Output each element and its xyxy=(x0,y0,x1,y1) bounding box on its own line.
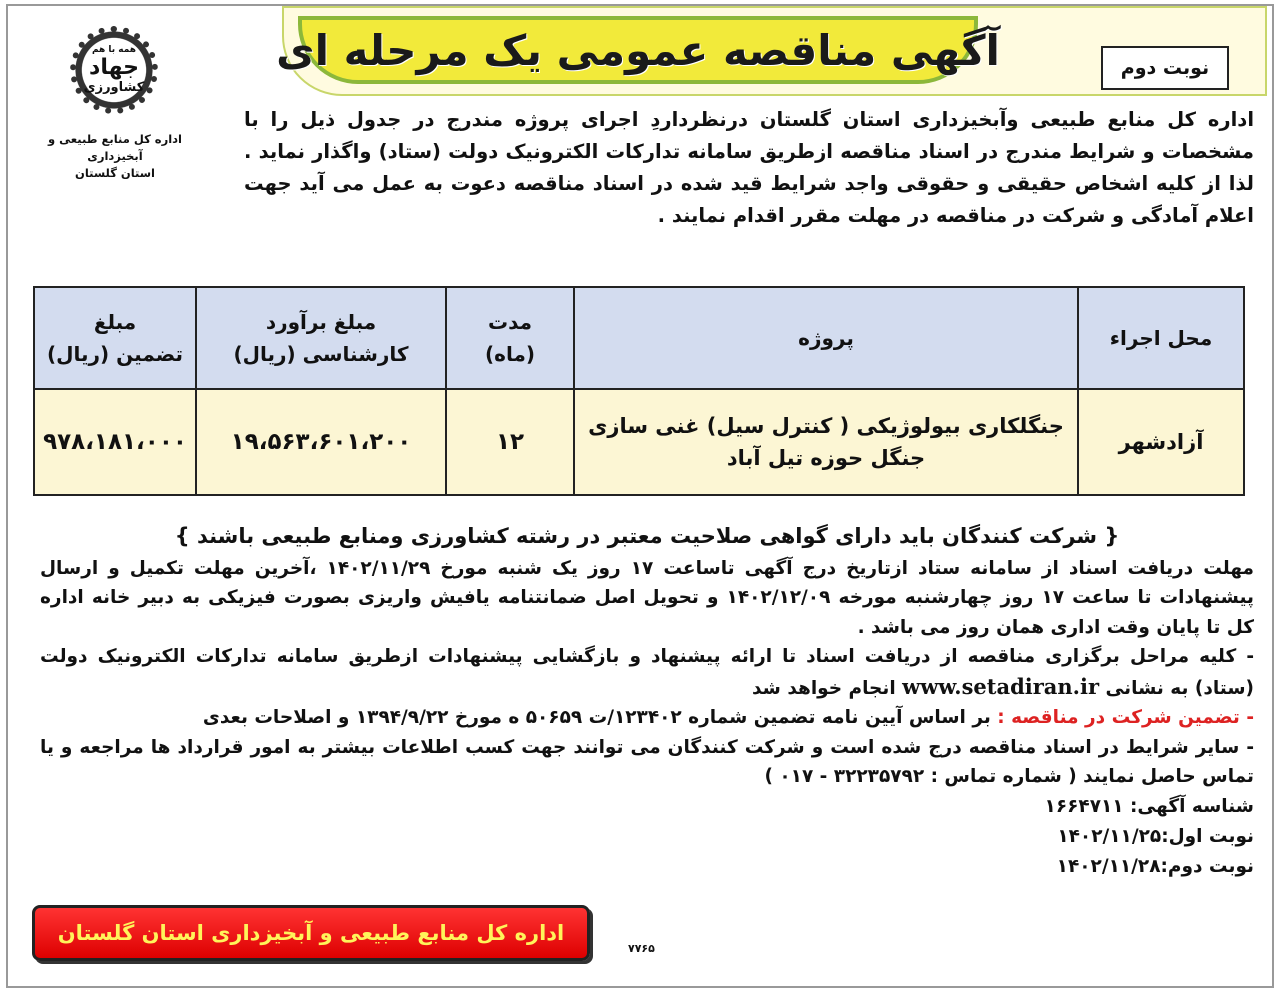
org-caption xyxy=(22,131,208,182)
eligibility-headline: { شرکت کنندگان باید دارای گواهی صلاحیت معتبر در رشته کشاورزی ومنابع طبیعی باشند } xyxy=(174,524,1120,548)
intro-text: اداره کل منابع طبیعی وآبخیزداری استان گلستان درنظرداردِ اجرای پروژه مندرج در جدول ذیل را با مشخصات و شرایط مندرج در اسناد مناقصه ازطریق سامانه تدارکات الکترونیک دولت (ستاد) واگذار نماید . لذا از کلیه اشخاص حقیقی و حقوقی واجد شرایط قید شده در اسناد مناقصه دعوت به عمل می آید جهت اعلام آمادگی و شرکت در مناقصه در مهلت مقرر اقدام نمایند . xyxy=(244,108,1254,227)
guarantee-text: بر اساس آیین نامه تضمین شماره ۱۲۳۴۰۲/ت ۵۰۶۵۹ ه مورخ ۱۳۹۴/۹/۲۲ و اصلاحات بعدی xyxy=(202,707,991,728)
turn-label: نوبت دوم xyxy=(1120,57,1210,79)
print-code: ۷۷۶۵ xyxy=(628,942,655,955)
th-project: پروژه xyxy=(574,287,1078,389)
guarantee-label: - تضمین شرکت در مناقصه : xyxy=(997,707,1254,728)
title-ribbon xyxy=(276,16,1000,84)
first-turn-date: نوبت اول:۱۴۰۲/۱۱/۲۵ xyxy=(1057,825,1254,847)
jahad-logo xyxy=(64,20,164,120)
intro-paragraph xyxy=(244,104,1254,232)
logo-sub-text: کشاورزی xyxy=(83,80,145,95)
body-text xyxy=(40,522,1254,882)
other-conditions-paragraph: - سایر شرایط در اسناد مناقصه درج شده است و شرکت کنندگان می توانند جهت کسب اطلاعات بیشتر به امور قرارداد ها مراجعه و یا تماس حاصل نمایند ( شماره تماس : ۳۲۲۳۵۷۹۲ - ۰۱۷ ) xyxy=(40,736,1254,787)
cell-duration: ۱۲ xyxy=(446,389,574,495)
second-turn-date: نوبت دوم:۱۴۰۲/۱۱/۲۸ xyxy=(1056,855,1254,877)
org-caption-line2: استان گلستان xyxy=(75,166,155,180)
logo-word: جهاد xyxy=(89,55,139,80)
project-table xyxy=(33,286,1245,496)
setadiran-link[interactable]: www.setadiran.ir xyxy=(902,673,1100,699)
org-caption-line1: اداره کل منابع طبیعی و آبخیزداری xyxy=(48,132,182,163)
guarantee-paragraph xyxy=(40,703,1254,733)
footer-org-banner xyxy=(32,905,590,961)
th-duration: مدت (ماه) xyxy=(446,287,574,389)
deadline-paragraph: مهلت دریافت اسناد از سامانه ستاد ازتاریخ درج آگهی تاساعت ۱۷ روز یک شنبه مورخ ۱۴۰۲/۱۱/۲۹ ،آخرین مهلت تکمیل و ارسال پیشنهادات تا ساعت ۱۷ روز چهارشنبه مورخه ۱۴۰۲/۱۲/۰۹ و تحویل اصل ضمانتنامه یافیش واریزی بصورت فیزیکی به دبیر خانه اداره کل تا پایان وقت اداری همان روز می باشد . xyxy=(40,557,1254,638)
th-estimate: مبلغ برآورد کارشناسی (ریال) xyxy=(196,287,446,389)
cell-estimate: ۱۹،۵۶۳،۶۰۱،۲۰۰ xyxy=(196,389,446,495)
table-header-row xyxy=(34,287,1244,389)
cell-guarantee: ۹۷۸،۱۸۱،۰۰۰ xyxy=(34,389,196,495)
table-row xyxy=(34,389,1244,495)
footer-org-text: اداره کل منابع طبیعی و آبخیزداری استان گلستان xyxy=(57,921,565,945)
ad-id: شناسه آگهی: ۱۶۶۴۷۱۱ xyxy=(1044,795,1254,817)
turn-badge xyxy=(1101,46,1229,90)
page-title: آگهی مناقصه عمومی یک مرحله ای xyxy=(276,25,1000,75)
th-guarantee: مبلغ تضمین (ریال) xyxy=(34,287,196,389)
publication-meta xyxy=(40,792,1254,882)
cell-project: جنگلکاری بیولوژیکی ( کنترل سیل) غنی سازی جنگل حوزه تیل آباد xyxy=(574,389,1078,495)
th-location: محل اجراء xyxy=(1078,287,1244,389)
logo-top-text: همه با هم xyxy=(91,45,137,55)
cell-location: آزادشهر xyxy=(1078,389,1244,495)
stages-paragraph: - کلیه مراحل برگزاری مناقصه از دریافت اسناد تا ارائه پیشنهاد و بازگشایی پیشنهادات ازطریق سامانه تدارکات الکترونیک دولت (ستاد) به نشانی www.setadiran.ir انجام خواهد شد xyxy=(40,646,1254,699)
